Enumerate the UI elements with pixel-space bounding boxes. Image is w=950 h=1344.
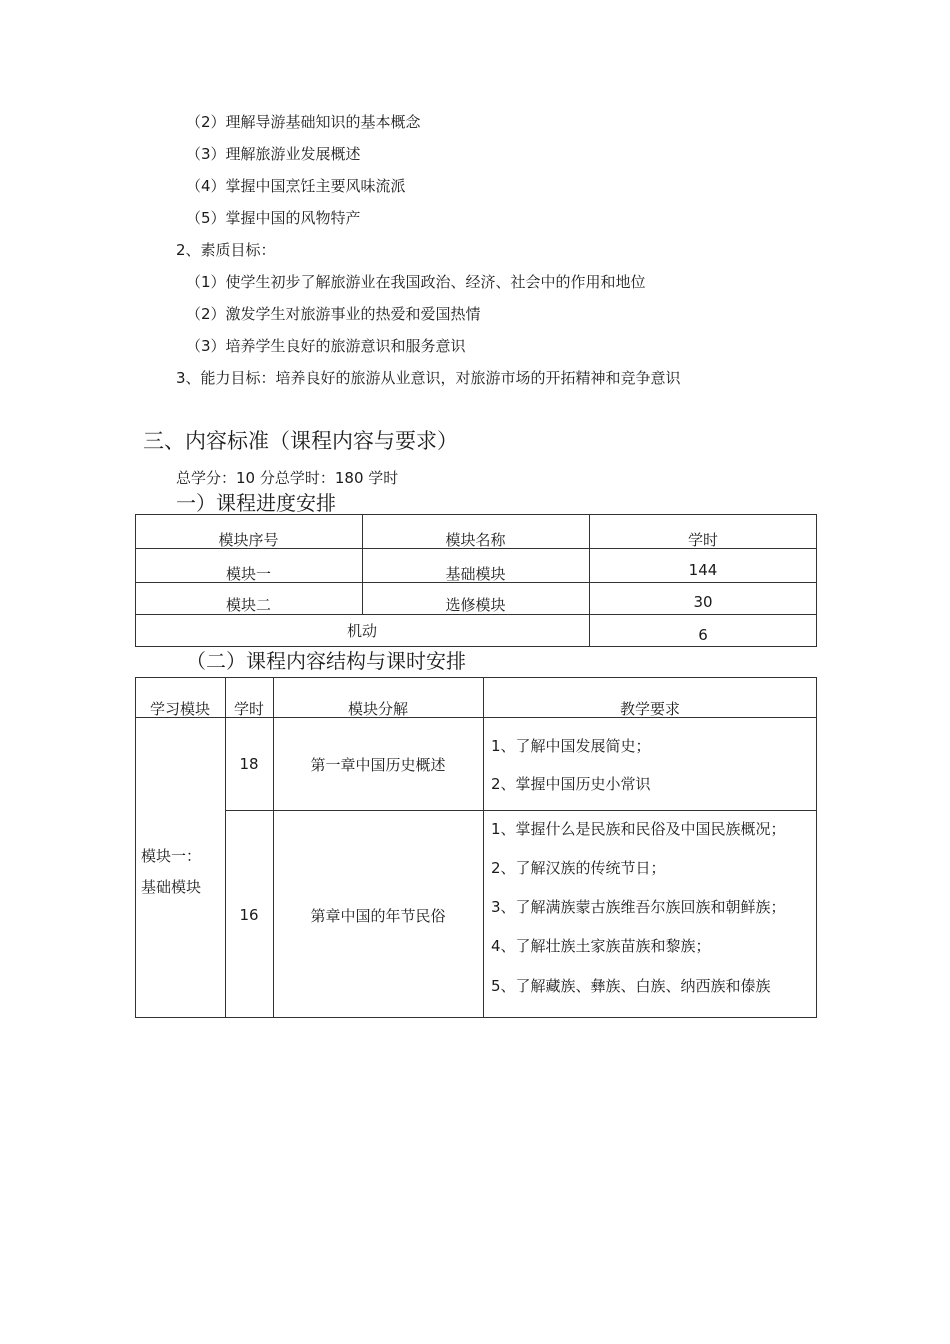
structure-header-requirements: 教学要求 xyxy=(619,700,680,718)
quality-item-3: （3）培养学生良好的旅游意识和服务意识 xyxy=(186,337,466,355)
structure-table xyxy=(135,677,817,1018)
ability-line: 3、能力目标：培养良好的旅游从业意识，对旅游市场的开拓精神和竞争意识 xyxy=(176,369,681,387)
requirement-item: 1、掌握什么是民族和民俗及中国民族概况； xyxy=(491,820,786,838)
knowledge-item-2: （2）理解导游基础知识的基本概念 xyxy=(186,113,421,131)
structure-header-breakdown: 模块分解 xyxy=(347,700,408,718)
module-label-line2: 基础模块 xyxy=(141,878,202,896)
schedule-flex-label: 机动 xyxy=(346,622,377,640)
credits-line: 总学分：10 分总学时：180 学时 xyxy=(176,469,399,487)
structure-header-hours: 学时 xyxy=(233,700,264,718)
schedule-cell: 基础模块 xyxy=(445,565,506,583)
subsection1-title: 一）课程进度安排 xyxy=(176,491,336,515)
structure-divider xyxy=(225,677,226,1018)
structure-divider xyxy=(273,677,274,1018)
subsection2-title: （二）课程内容结构与课时安排 xyxy=(186,649,466,673)
structure-divider xyxy=(225,810,817,811)
requirement-item: 5、了解藏族、彝族、白族、纳西族和傣族 xyxy=(491,977,771,995)
requirement-item: 3、了解满族蒙古族维吾尔族回族和朝鲜族； xyxy=(491,898,786,916)
knowledge-item-4: （4）掌握中国烹饪主要风味流派 xyxy=(186,177,406,195)
schedule-header-module-name: 模块名称 xyxy=(445,531,506,549)
quality-item-2: （2）激发学生对旅游事业的热爱和爱国热情 xyxy=(186,305,481,323)
chapter-hours: 18 xyxy=(239,755,259,773)
schedule-cell: 模块二 xyxy=(225,596,271,614)
schedule-cell: 144 xyxy=(688,561,718,579)
quality-heading: 2、素质目标： xyxy=(176,241,276,259)
section3-title: 三、内容标准（课程内容与要求） xyxy=(143,429,458,453)
structure-header-module: 学习模块 xyxy=(149,700,210,718)
knowledge-item-3: （3）理解旅游业发展概述 xyxy=(186,145,361,163)
module-label-line1: 模块一： xyxy=(141,847,202,865)
requirement-item: 2、了解汉族的传统节日； xyxy=(491,859,666,877)
schedule-header-hours: 学时 xyxy=(687,531,718,549)
schedule-cell: 选修模块 xyxy=(445,596,506,614)
quality-item-1: （1）使学生初步了解旅游业在我国政治、经济、社会中的作用和地位 xyxy=(186,273,646,291)
requirement-item: 1、了解中国发展简史； xyxy=(491,737,651,755)
knowledge-item-5: （5）掌握中国的风物特产 xyxy=(186,209,361,227)
requirement-item: 4、了解壮族土家族苗族和黎族； xyxy=(491,937,711,955)
schedule-cell: 30 xyxy=(693,593,713,611)
schedule-cell: 模块一 xyxy=(225,565,271,583)
schedule-flex-hours: 6 xyxy=(698,626,708,644)
chapter-name: 第一章中国历史概述 xyxy=(310,756,446,774)
schedule-header-module-no: 模块序号 xyxy=(218,531,279,549)
structure-divider xyxy=(483,677,484,1018)
chapter-name: 第章中国的年节民俗 xyxy=(310,907,446,925)
requirement-item: 2、掌握中国历史小常识 xyxy=(491,775,651,793)
chapter-hours: 16 xyxy=(239,906,259,924)
